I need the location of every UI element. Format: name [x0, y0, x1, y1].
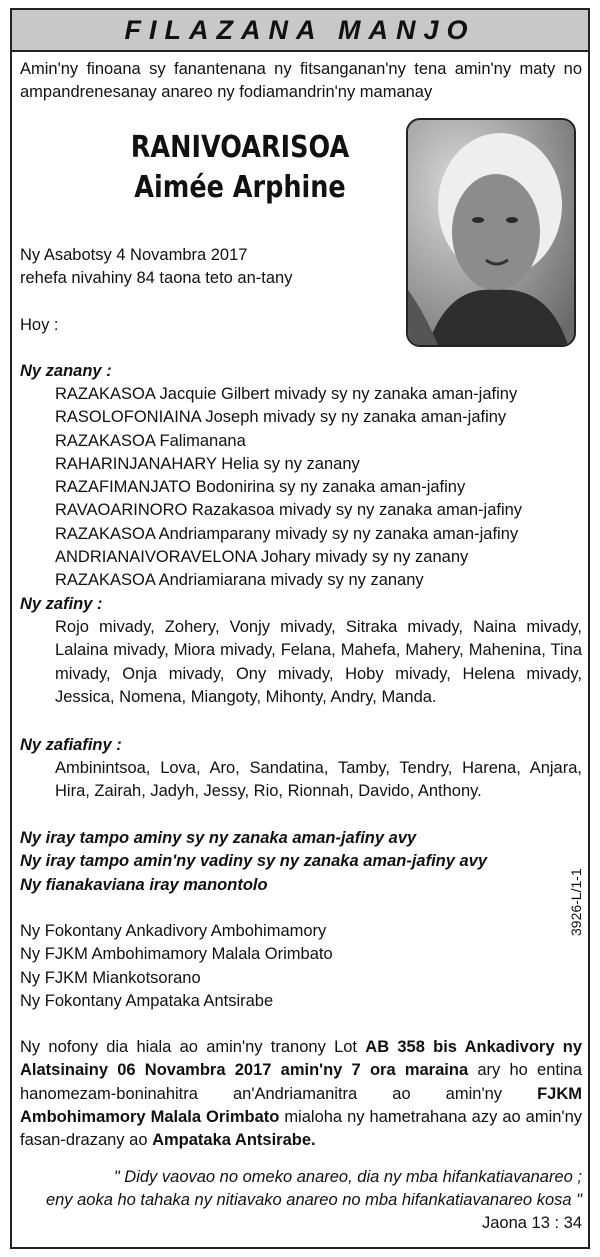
grandchildren-text: Rojo mivady, Zohery, Vonjy mivady, Sitraka mivady, Naina mivady, Lalaina mivady, Miora mivady, Felana, Mahefa, Mahery, Mahenina, Tina mivady, Onja mivady, Ony mivady, Hoby mivady, Helena mivady, Jessica, Nomena, Miangoty, Mihonty, Andry, Manda. [55, 618, 582, 706]
funeral-church: FJKM Ambohimamory Malala Orimbato [20, 1084, 582, 1126]
portrait-photo-icon [408, 120, 574, 345]
family-line: Ny fianakaviana iray manontolo [20, 875, 268, 894]
family-line: Ny iray tampo amin'ny vadiny sy ny zanaka aman-jafiny avy [20, 852, 488, 871]
list-item: Ny FJKM Ambohimamory Malala Orimbato [20, 945, 333, 964]
funeral-details [20, 1036, 582, 1152]
list-item: ANDRIANAIVORAVELONA Johary mivady sy ny zanany [55, 548, 469, 567]
list-item: RAZAKASOA Andriamparany mivady sy ny zanaka aman-jafiny [55, 524, 519, 543]
bible-quote-line-2: eny aoka ho tahaka ny nitiavako anareo no mba hifankatiavanareo kosa " [45, 1191, 582, 1209]
reference-code: 3926-L/1-1 [568, 868, 584, 936]
notice-frame [10, 8, 590, 1249]
communities-list [20, 920, 582, 1013]
notice-header: FILAZANA MANJO [12, 10, 588, 52]
funeral-text: ary ho entina hanomezam-boninahitra an'Andriamanitra ao amin'ny [20, 1061, 583, 1103]
deceased-surname: RANIVOARISOA [130, 130, 350, 165]
children-heading: Ny zanany : [20, 362, 112, 380]
funeral-text: Ny nofony dia hiala ao amin'ny tranony Lot [20, 1038, 366, 1056]
hoy-label: Hoy : [20, 316, 59, 334]
children-list [20, 383, 582, 593]
bible-quote-reference: Jaona 13 : 34 [482, 1214, 582, 1232]
list-item: RAZAFIMANJATO Bodonirina sy ny zanaka aman-jafiny [55, 478, 466, 497]
list-item: RAHARINJANAHARY Helia sy ny zanany [55, 454, 360, 473]
list-item: RAVAOARINORO Razakasoa mivady sy ny zanaka aman-jafiny [55, 501, 523, 520]
great-grandchildren-heading: Ny zafiafiny : [20, 736, 122, 754]
deceased-portrait [406, 118, 576, 347]
funeral-text: mialoha ny hametrahana azy ao amin'ny fasan-drazany ao [20, 1107, 582, 1150]
list-item: Ny Fokontany Ampataka Antsirabe [20, 991, 274, 1010]
grandchildren-heading: Ny zafiny : [20, 595, 103, 613]
funeral-burial-place: Ampataka Antsirabe. [152, 1131, 316, 1150]
intro-text: Amin'ny finoana sy fanantenana ny fitsanganan'ny tena amin'ny maty no ampandrenesanay anareo ny fodiamandrin'ny mamanay [20, 60, 582, 102]
list-item: RAZAKASOA Jacquie Gilbert mivady sy ny zanaka aman-jafiny [55, 385, 518, 403]
list-item: RASOLOFONIAINA Joseph mivady sy ny zanaka aman-jafiny [55, 408, 507, 427]
bible-quote-line-1: " Didy vaovao no omeko anareo, dia ny mba hifankatiavanareo ; [113, 1168, 582, 1186]
list-item: Ny FJKM Miankotsorano [20, 968, 201, 987]
list-item: RAZAKASOA Andriamiarana mivady sy ny zanany [55, 571, 424, 590]
deceased-given-name: Aimée Arphine [134, 170, 346, 205]
age-line: rehefa nivahiny 84 taona teto an-tany [20, 269, 293, 287]
list-item: RAZAKASOA Falimanana [55, 431, 246, 450]
list-item: Ny Fokontany Ankadivory Ambohimamory [20, 922, 327, 940]
funeral-address: AB 358 bis Ankadivory ny Alatsinainy 06 Novambra 2017 amin'ny 7 ora maraina [20, 1038, 582, 1080]
family-line: Ny iray tampo aminy sy ny zanaka aman-jafiny avy [20, 829, 417, 847]
date-line: Ny Asabotsy 4 Novambra 2017 [20, 246, 248, 264]
great-grandchildren-text: Ambinintsoa, Lova, Aro, Sandatina, Tamby, Tendry, Harena, Anjara, Hira, Zairah, Jadyh, Jessy, Rio, Rionnah, Davido, Anthony. [55, 759, 582, 801]
family-lines [20, 827, 582, 897]
